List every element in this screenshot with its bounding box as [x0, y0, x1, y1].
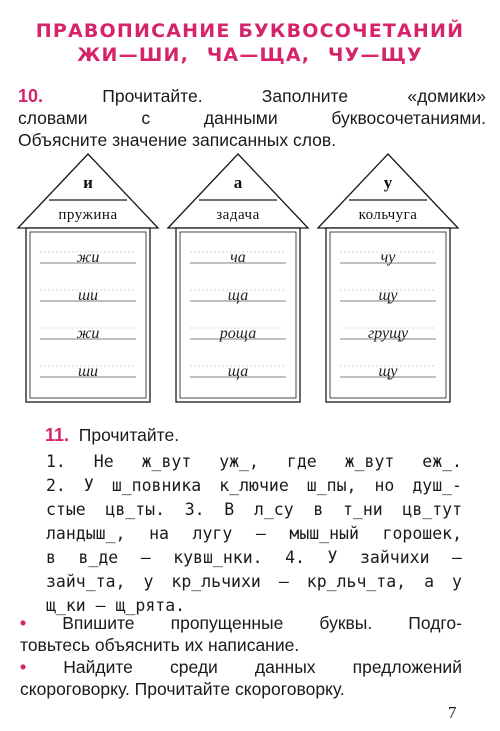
- word-houses: [0, 150, 500, 415]
- house-3: [318, 154, 458, 402]
- house-row-text: ши: [77, 363, 99, 380]
- house-row-text: грущу: [367, 325, 409, 342]
- house-row-text: ща: [227, 287, 249, 304]
- exercise-10-line2: словами с данными буквосочетаниями.: [18, 108, 486, 128]
- house-letter: у: [383, 173, 393, 192]
- exercise-11-heading: 11. Прочитайте.: [45, 425, 180, 445]
- text-line: зайч_та, у кр_льчихи — кр_льч_та, а у: [46, 572, 462, 591]
- house-letter: и: [83, 173, 93, 192]
- house-2: [168, 154, 308, 402]
- text-line: в в_де — кувш_нки. 4. У зайчихи —: [46, 548, 462, 567]
- exercise-10-instructions: [18, 85, 486, 151]
- house-row-text: щу: [378, 363, 398, 380]
- exercise-10-line3: Объясните значение записанных слов.: [18, 130, 337, 150]
- task-bullet-1: • Впишите пропущенные буквы. Подго- товьтесь объяснить их написание.: [20, 613, 462, 655]
- text-line: 2. У ш_повника к_лючие ш_пы, но душ_-: [46, 476, 462, 495]
- house-word: задача: [216, 207, 260, 223]
- text-line: щ_ки — щ_рята.: [46, 596, 186, 615]
- exercise-10-number: 10.: [18, 86, 44, 106]
- page-title-line1: ПРАВОПИСАНИЕ БУКВОСОЧЕТАНИЙ: [35, 20, 465, 42]
- exercise-11-text: [46, 450, 462, 618]
- house-letter: а: [233, 173, 243, 192]
- house-row-text: роща: [219, 325, 257, 342]
- house-row-text: жи: [76, 249, 100, 266]
- text-line: 1. Не ж_вут уж_, где ж_вут еж_.: [46, 452, 462, 471]
- bullet-icon: •: [20, 613, 27, 633]
- house-1: [18, 154, 158, 402]
- exercise-11-number: 11.: [45, 425, 70, 445]
- task-bullet-2: • Найдите среди данных предложений скороговорку. Прочитайте скороговорку.: [20, 657, 462, 699]
- page-title-line2: ЖИ—ШИ, ЧА—ЩА, ЧУ—ЩУ: [77, 44, 423, 66]
- house-row-text: щу: [378, 287, 398, 304]
- text-line: ландыш_, на лугу — мыш_ный горошек,: [46, 524, 462, 543]
- house-row-text: ща: [227, 363, 249, 380]
- bullet-icon: •: [20, 657, 27, 677]
- house-word: кольчуга: [358, 207, 418, 223]
- house-row-text: ши: [77, 287, 99, 304]
- text-line: стые цв_ты. 3. В л_су в т_ни цв_тут: [46, 500, 462, 519]
- house-word: пружина: [58, 207, 118, 223]
- exercise-10-line1: 10. Прочитайте. Заполните «домики»: [18, 86, 486, 106]
- house-row-text: жи: [76, 325, 100, 342]
- house-row-text: ча: [230, 249, 246, 266]
- house-row-text: чу: [380, 249, 396, 266]
- page-number: 7: [448, 703, 457, 722]
